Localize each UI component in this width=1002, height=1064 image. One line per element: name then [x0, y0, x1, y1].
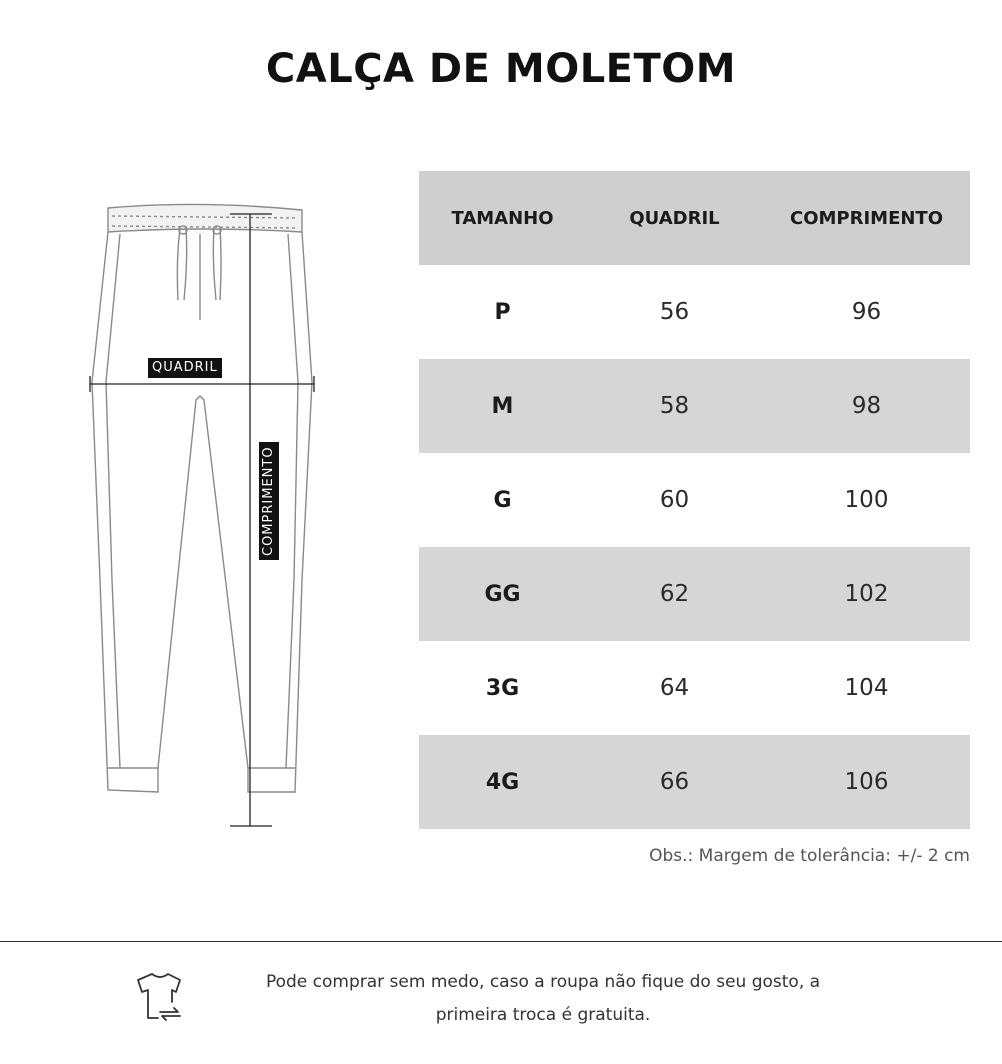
- table-row: [419, 359, 970, 453]
- length-cell: 100: [844, 487, 889, 513]
- header-length: COMPRIMENTO: [789, 207, 944, 229]
- table-row: [419, 265, 970, 359]
- table-row: [419, 641, 970, 735]
- size-cell: M: [491, 393, 514, 419]
- hip-cell: 66: [659, 769, 690, 795]
- length-cell: 106: [844, 769, 889, 795]
- table-row: [419, 453, 970, 547]
- length-cell: 96: [851, 299, 882, 325]
- header-hip: QUADRIL: [629, 207, 720, 229]
- size-cell: P: [494, 299, 511, 325]
- length-measure-label: COMPRIMENTO: [259, 442, 279, 560]
- pants-diagram: [80, 200, 340, 840]
- size-cell: GG: [484, 581, 521, 607]
- table-row: [419, 735, 970, 829]
- length-cell: 102: [844, 581, 889, 607]
- shirt-exchange-icon: [132, 968, 190, 1026]
- table-header-row: [419, 171, 970, 265]
- hip-cell: 62: [659, 581, 690, 607]
- header-size: TAMANHO: [451, 207, 554, 229]
- length-cell: 98: [851, 393, 882, 419]
- length-cell: 104: [844, 675, 889, 701]
- hip-measure-label: QUADRIL: [148, 358, 222, 378]
- table-row: [419, 547, 970, 641]
- hip-cell: 60: [659, 487, 690, 513]
- tolerance-note: Obs.: Margem de tolerância: +/- 2 cm: [649, 846, 970, 866]
- hip-cell: 64: [659, 675, 690, 701]
- size-table: [419, 171, 970, 829]
- size-cell: G: [493, 487, 512, 513]
- footer-message: [200, 966, 886, 1032]
- divider: [0, 941, 1002, 942]
- hip-cell: 56: [659, 299, 690, 325]
- footer-line-1: Pode comprar sem medo, caso a roupa não fique do seu gosto, a: [265, 972, 821, 992]
- page-title: CALÇA DE MOLETOM: [265, 46, 737, 92]
- size-cell: 4G: [485, 769, 520, 795]
- size-cell: 3G: [485, 675, 520, 701]
- hip-cell: 58: [659, 393, 690, 419]
- footer-line-2: primeira troca é gratuita.: [435, 1005, 651, 1025]
